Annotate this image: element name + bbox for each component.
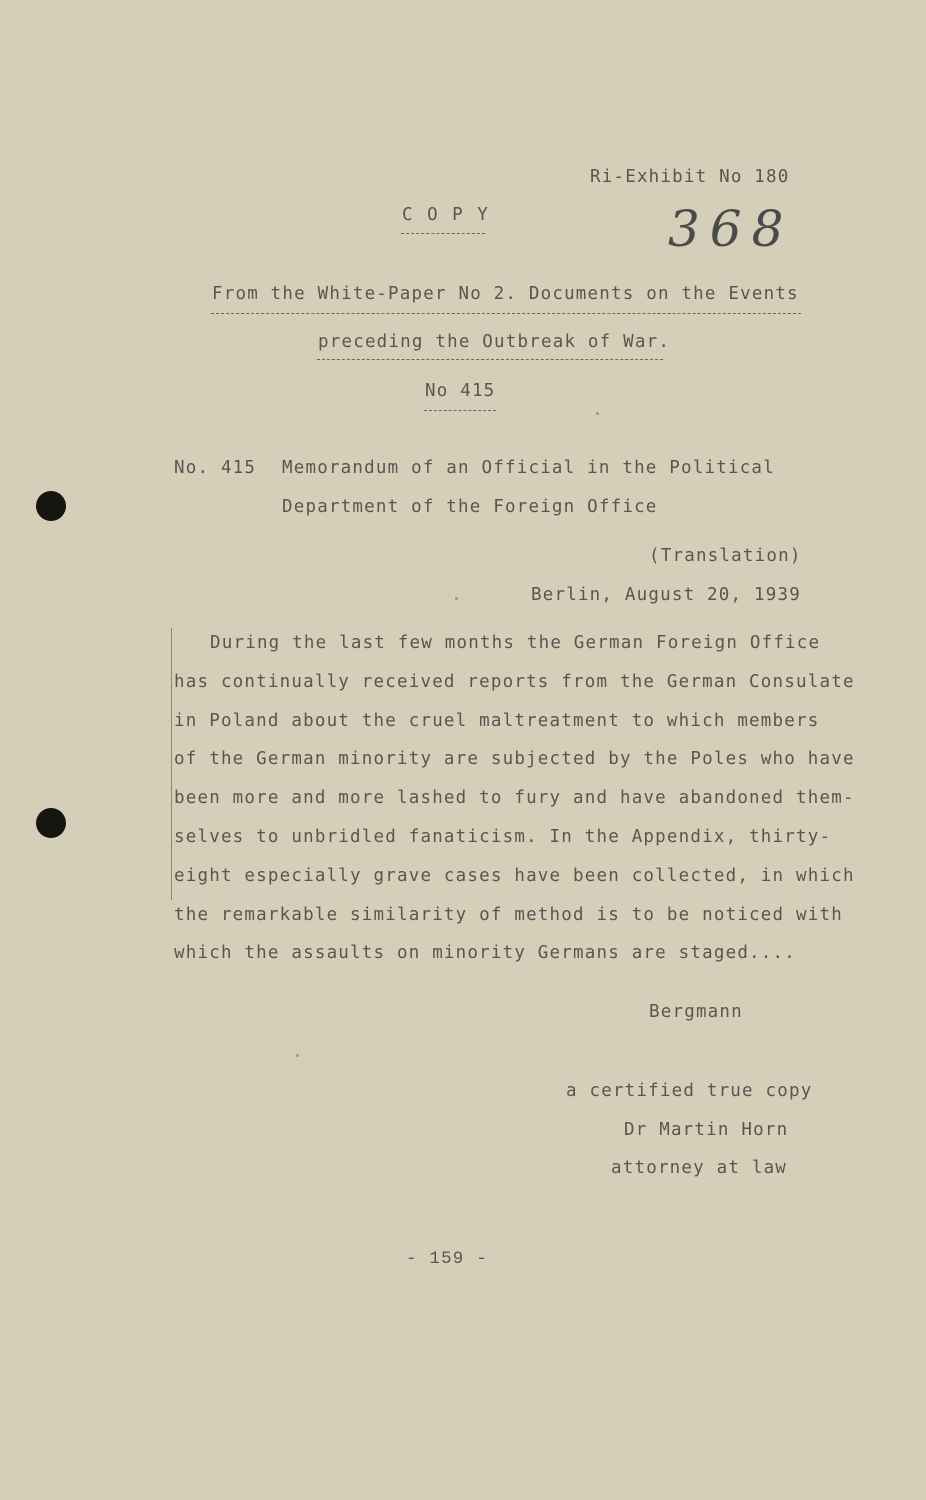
body-line: selves to unbridled fanaticism. In the Appendix, thirty- — [174, 827, 832, 847]
certification-line-2: Dr Martin Horn — [624, 1120, 789, 1140]
body-line: eight especially grave cases have been collected, in which — [174, 866, 855, 886]
heading-line-2: preceding the Outbreak of War. — [318, 332, 671, 352]
heading-line-2-underline — [317, 359, 663, 360]
signature: Bergmann — [649, 1002, 743, 1022]
translation-note: (Translation) — [649, 546, 802, 566]
body-line: which the assaults on minority Germans are staged.... — [174, 943, 797, 963]
copy-underline — [401, 233, 485, 234]
body-line: in Poland about the cruel maltreatment to which members — [174, 711, 820, 731]
certification-line-3: attorney at law — [611, 1158, 788, 1178]
heading-line-1-underline — [211, 313, 801, 314]
paper-speck — [296, 1054, 299, 1057]
heading-doc-number: No 415 — [425, 381, 496, 401]
memo-title-line-1: Memorandum of an Official in the Political — [282, 458, 775, 478]
margin-mark — [171, 628, 172, 900]
certification-line-1: a certified true copy — [566, 1081, 813, 1101]
place-date: Berlin, August 20, 1939 — [531, 585, 801, 605]
memo-number: No. 415 — [174, 458, 257, 478]
copy-label: C O P Y — [402, 205, 490, 225]
body-line: During the last few months the German Foreign Office — [210, 633, 821, 653]
punch-hole-top — [36, 491, 66, 521]
page-number: - 159 - — [406, 1249, 488, 1269]
body-line: has continually received reports from the German Consulate — [174, 672, 855, 692]
punch-hole-bottom — [36, 808, 66, 838]
handwritten-page-number: 368 — [668, 200, 794, 258]
body-line: the remarkable similarity of method is to be noticed with — [174, 905, 843, 925]
memo-title-line-2: Department of the Foreign Office — [282, 497, 658, 517]
body-line: been more and more lashed to fury and have abandoned them- — [174, 788, 855, 808]
body-line: of the German minority are subjected by the Poles who have — [174, 749, 855, 769]
heading-line-1: From the White-Paper No 2. Documents on the Events — [212, 284, 799, 304]
doc-number-underline — [424, 410, 496, 411]
paper-speck — [455, 597, 458, 600]
paper-speck — [596, 412, 599, 415]
exhibit-label: Ri-Exhibit No 180 — [590, 167, 790, 187]
